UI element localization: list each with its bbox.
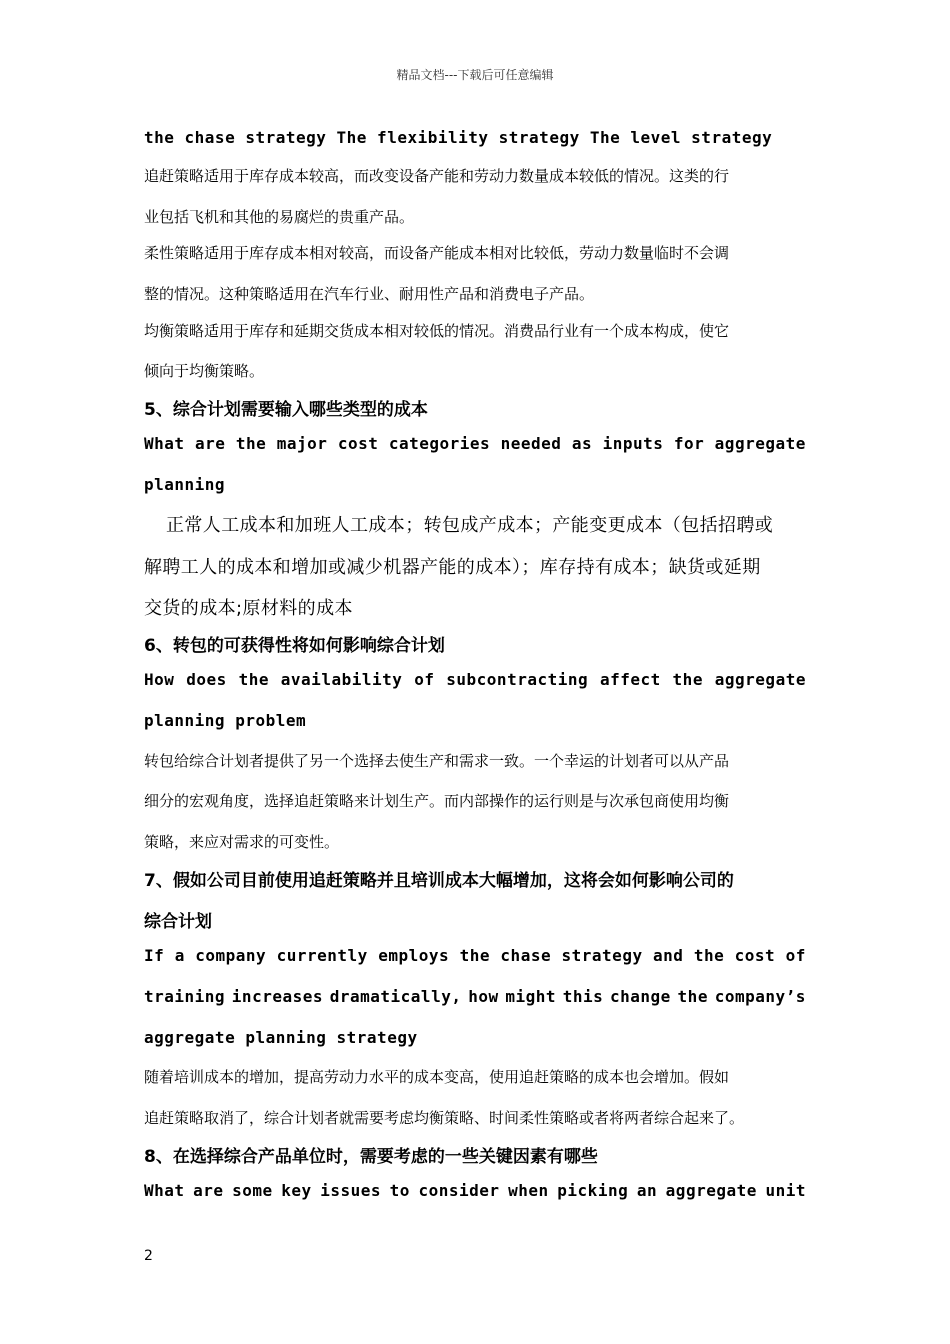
word: employs	[378, 946, 450, 965]
word: cost	[337, 434, 379, 453]
word: What	[144, 434, 185, 453]
flex-desc-line-2: 整的情况。这种策略适用在汽车行业、耐用性产品和消费电子产品。	[144, 285, 595, 303]
word: the	[459, 946, 490, 965]
word: increases	[231, 987, 323, 1006]
word: What	[144, 1181, 185, 1200]
word: dramatically,	[329, 987, 462, 1006]
word: If	[144, 946, 165, 965]
level-desc-line-2: 倾向于均衡策略。	[144, 362, 265, 380]
chase-desc-line-1: 追赶策略适用于库存成本较高，而改变设备产能和劳动力数量成本较低的情况。这类的行	[144, 167, 730, 185]
word: chase	[500, 946, 552, 965]
word: might	[505, 987, 557, 1006]
question-6-english-line-2: planning problem	[144, 711, 307, 730]
question-5-english-line-2: planning	[144, 475, 226, 494]
question-7-heading-line-1: 7、假如公司目前使用追赶策略并且培训成本大幅增加，这将会如何影响公司的	[144, 871, 734, 891]
answer-7-line-1: 随着培训成本的增加，提高劳动力水平的成本变高，使用追赶策略的成本也会增加。假如	[144, 1068, 730, 1086]
answer-7-line-2: 追赶策略取消了，综合计划者就需要考虑均衡策略、时间柔性策略或者将两者综合起来了。	[144, 1109, 745, 1127]
word: strategy	[561, 946, 643, 965]
word: availability	[280, 670, 403, 689]
word: the	[672, 670, 703, 689]
word: of	[414, 670, 435, 689]
word: subcontracting	[446, 670, 589, 689]
question-7-english-line-1	[144, 946, 806, 965]
word: training	[144, 987, 226, 1006]
word: change	[610, 987, 671, 1006]
word: currently	[276, 946, 368, 965]
answer-5-line-1: 正常人工成本和加班人工成本；转包成产成本；产能变更成本（包括招聘或	[166, 515, 774, 536]
word: of	[785, 946, 806, 965]
word: company’s	[714, 987, 806, 1006]
word: some	[232, 1181, 273, 1200]
word: a	[174, 946, 185, 965]
word: the	[235, 434, 267, 453]
word: aggregate	[665, 1181, 757, 1200]
word: and	[653, 946, 684, 965]
question-5-heading: 5、综合计划需要输入哪些类型的成本	[144, 400, 428, 420]
word: to	[389, 1181, 410, 1200]
question-7-heading-line-2: 综合计划	[144, 912, 212, 932]
word: the	[693, 946, 725, 965]
word: key	[281, 1181, 312, 1200]
word: inputs	[602, 434, 664, 453]
page-number: 2	[144, 1248, 153, 1264]
word: when	[508, 1181, 549, 1200]
answer-5-line-3: 交货的成本;原材料的成本	[144, 598, 353, 619]
word: company	[195, 946, 267, 965]
word: How	[144, 670, 175, 689]
word: issues	[320, 1181, 382, 1200]
word: as	[571, 434, 593, 453]
level-desc-line-1: 均衡策略适用于库存和延期交货成本相对较低的情况。消费品行业有一个成本构成，使它	[144, 322, 730, 340]
answer-5-line-2: 解聘工人的成本和增加或减少机器产能的成本）；库存持有成本；缺货或延期	[144, 557, 761, 578]
word: are	[194, 434, 226, 453]
question-6-heading: 6、转包的可获得性将如何影响综合计划	[144, 636, 445, 656]
word: picking	[557, 1181, 629, 1200]
word: categories	[388, 434, 491, 453]
word: the	[677, 987, 708, 1006]
flex-desc-line-1: 柔性策略适用于库存成本相对较高，而设备产能成本相对比较低，劳动力数量临时不会调	[144, 244, 730, 262]
question-7-english-line-2	[144, 987, 806, 1006]
word: an	[636, 1181, 658, 1200]
answer-6-line-2: 细分的宏观角度，选择追赶策略来计划生产。而内部操作的运行则是与次承包商使用均衡	[144, 792, 730, 810]
question-6-english-line-1	[144, 670, 806, 689]
chase-desc-line-2: 业包括飞机和其他的易腐烂的贵重产品。	[144, 208, 415, 226]
word: how	[468, 987, 499, 1006]
word: aggregate	[714, 434, 806, 453]
word: major	[276, 434, 328, 453]
question-7-english-line-3: aggregate planning strategy	[144, 1028, 418, 1047]
page-header: 精品文档---下载后可任意编辑	[396, 68, 554, 82]
word: this	[562, 987, 604, 1006]
answer-6-line-1: 转包给综合计划者提供了另一个选择去使生产和需求一致。一个幸运的计划者可以从产品	[144, 752, 730, 770]
word: cost	[734, 946, 776, 965]
question-8-english-line-1	[144, 1181, 806, 1200]
word: are	[193, 1181, 224, 1200]
word: the	[238, 670, 269, 689]
word: needed	[500, 434, 562, 453]
word: does	[186, 670, 227, 689]
answer-6-line-3: 策略，来应对需求的可变性。	[144, 833, 340, 851]
strategies-english: the chase strategy The flexibility strategy The level strategy	[144, 128, 773, 147]
question-5-english-line-1	[144, 434, 806, 453]
word: for	[673, 434, 705, 453]
question-8-heading: 8、在选择综合产品单位时，需要考虑的一些关键因素有哪些	[144, 1147, 598, 1167]
word: aggregate	[714, 670, 806, 689]
word: unit	[765, 1181, 806, 1200]
word: affect	[599, 670, 661, 689]
word: consider	[418, 1181, 500, 1200]
